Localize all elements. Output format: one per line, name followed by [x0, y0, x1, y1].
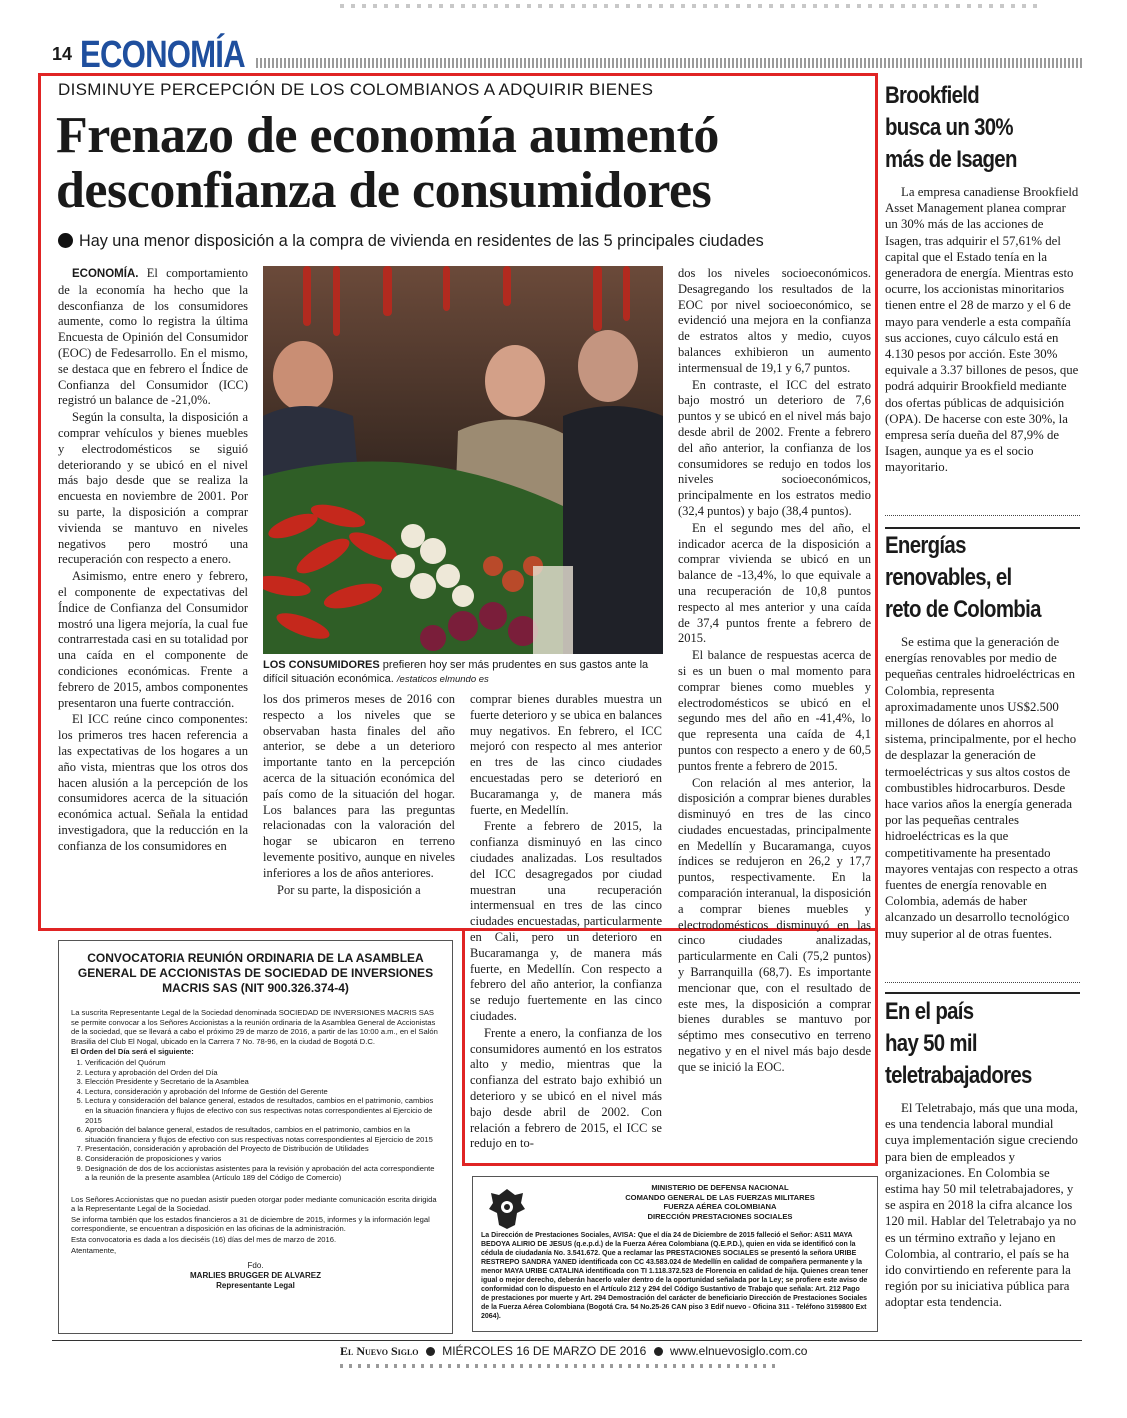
title-line: Brookfield	[885, 82, 980, 109]
article-column-4	[678, 266, 871, 1077]
agenda-item: 5. Lectura y consideración del balance general, estados de resultados, cambios en el patrimonio, cambios en la situación financiera y flujos de efectivo con sus respectivas notas correspondientes al Ejercicio de 2015	[85, 1096, 440, 1125]
subhead-text: Hay una menor disposición a la compra de vivienda en residentes de las 5 principales ciudades	[79, 232, 764, 250]
bullet-icon	[426, 1347, 435, 1356]
sidebar-divider	[885, 515, 1080, 516]
lead-tag: ECONOMÍA.	[72, 268, 139, 280]
sidebar-story-title	[885, 530, 1081, 626]
title-line: busca un 30%	[885, 114, 1013, 141]
paragraph	[58, 266, 248, 409]
sidebar-rule	[885, 992, 1080, 994]
paragraph: Frente a febrero de 2015, la confianza disminuyó en las cinco ciudades analizadas. Los resultados del ICC desagregados por ciudad muestran una recuperación intermensual en tres de las cinco ciudades encuestadas, particularmente en Cali, pero un deterioro en Bucaramanga y, de manera más fuerte, en Medellín. Con respecto a febrero del año anterior, la confianza se redujo fuertemente en las cinco ciudades.	[470, 819, 662, 1023]
title-line: Energías	[885, 532, 966, 559]
agenda-item: 3. Elección Presidente y Secretario de la Asamblea	[85, 1077, 440, 1087]
headline-line-2: desconfianza de consumidores	[56, 162, 712, 219]
notice-body: La Dirección de Prestaciones Sociales, AVISA: Que el día 24 de Diciembre de 2015 falleció el Señor: AS11 MAYA BEDOYA ALIRIO DE JESUS (q.e.p.d.) de la Fuerza Aérea Colombiana (Q.E.P.D.), quien en vida se identificó con la cédula de ciudadanía No. 3.541.672. Que a reclamar las PRESTACIONES SOCIALES se presentó la señora URIBE RESTREPO SANDRA YANED identificada con CC 43.583.024 de Medellín en calidad de compañera permanente y la menor MAYA URIBE CATALINA identificada con TI 1.118.372.523 de Florencia en calidad de hija. Quienes crean tener igual o mejor derecho, deberán hacerlo valer dentro de la oportunidad señalada por la Ley; se profiere este aviso de conformidad con lo dispuesto en el Artículo 212 y 294 del Código Sustantivo de Trabajo que señala: Art. 212 Pago de prestaciones por muerte y Art. 294 Demostración del carácter de beneficiario Dirección de Prestaciones Sociales de la Fuerza Aérea Colombiana (Bogotá Cra. 54 No.25-26 CAN piso 3 Edif nuevo - Oficina 311 - Teléfono 3159800 Ext 2064).	[481, 1232, 868, 1320]
notice-head-line: FUERZA AÉREA COLOMBIANA	[663, 1202, 777, 1211]
article-column-2	[263, 692, 455, 899]
title-line: reto de Colombia	[885, 596, 1041, 623]
sidebar-story-body	[885, 634, 1080, 942]
newspaper-brand: El Nuevo Siglo	[340, 1344, 419, 1358]
sign-name: MARLIES BRUGGER DE ALVAREZ	[190, 1271, 321, 1281]
agenda-item: 9. Designación de dos de los accionistas asistentes para la revisión y aprobación del acta correspondiente a la reunión de la presente asamblea (Artículo 189 del Código de Comercio)	[85, 1164, 440, 1183]
paragraph: Frente a enero, la confianza de los consumidores aumentó en los estratos alto y medio, mientras que la confianza del estrato bajo exhibió un deterioro y se ubicó en el nivel más bajo desde abril de 2002. Con relación a febrero de 2015, el ICC se redujo en to-	[470, 1025, 662, 1151]
footer-url[interactable]: www.elnuevosiglo.com.co	[669, 1344, 808, 1358]
title-line: teletrabajadores	[885, 1062, 1032, 1089]
coat-of-arms-icon	[487, 1187, 527, 1231]
footer-date: MIÉRCOLES 16 DE MARZO DE 2016	[442, 1344, 647, 1358]
page-header	[52, 36, 1082, 76]
agenda-item: 4. Lectura, consideración y aprobación del Informe de Gestión del Gerente	[85, 1087, 440, 1097]
sidebar-story-brookfield	[885, 80, 1080, 476]
ad-closing: Se informa también que los estados financieros a 31 de diciembre de 2015, informes y la información legal correspondiente, se encuentran a disposición en las oficinas de la administración.	[71, 1214, 430, 1234]
article-photo	[263, 266, 663, 654]
bullet-icon	[58, 233, 73, 248]
ad-signature	[71, 1261, 440, 1291]
title-line: más de Isagen	[885, 146, 1017, 173]
title-line: renovables, el	[885, 564, 1012, 591]
caption-text: prefieren hoy ser más prudentes en sus gastos ante la difícil situación económica.	[263, 659, 649, 685]
article-subhead	[58, 232, 878, 251]
top-border-noise	[340, 4, 1040, 8]
ad-closing: Esta convocatoria es dada a los dieciséis (16) días del mes de marzo de 2016.	[71, 1235, 337, 1245]
ad-agenda-list	[85, 1058, 440, 1183]
headline-line-1: Frenazo de economía aumentó	[56, 107, 719, 164]
notice-head-line: COMANDO GENERAL DE LAS FUERZAS MILITARES	[625, 1192, 815, 1202]
agenda-item: 6. Aprobación del balance general, estados de resultados, cambios en el patrimonio, cambios en la situación financiera y flujos de efectivo con sus respectivas notas correspondientes al Ejercicio de 2015	[85, 1125, 440, 1144]
page-number: 14	[52, 44, 73, 64]
shareholders-notice-ad	[58, 940, 453, 1334]
market-photo-icon	[263, 266, 663, 654]
paragraph: El ICC reúne cinco componentes: los primeros tres hacen referencia a las expectativas de los hogares a un año vista, mientras que los otros dos hacen alusión a la percepción de los consumidores acerca de la situación económica actual. Señala la entidad investigadora, que la reducción en la confianza de los consumidores en	[58, 712, 248, 853]
section-title: ECONOMÍA	[80, 34, 245, 76]
title-line: En el país	[885, 998, 974, 1025]
notice-head-line: DIRECCIÓN PRESTACIONES SOCIALES	[647, 1211, 793, 1221]
agenda-item: 8. Consideración de proposiciones y varios	[85, 1154, 440, 1164]
paragraph: dos los niveles socioeconómicos. Desagregando los resultados de la EOC por nivel socioeconómico, se evidenció una mejora en la confianza de estratos altos y medio, cuyos balances exhibieron un aumento intermensual de 19,1 y 6,7 puntos.	[678, 266, 871, 375]
article-kicker: DISMINUYE PERCEPCIÓN DE LOS COLOMBIANOS A ADQUIRIR BIENES	[58, 80, 654, 99]
ad-intro: La suscrita Representante Legal de la Sociedad denominada SOCIEDAD DE INVERSIONES MACRIS SAS se permite convocar a los Señores Accionistas a la reunión ordinaria de la Asamblea General de Accionistas de la sociedad, que se llevará a cabo el próximo 29 de marzo de 2016, a partir de las 10:00 a.m., en el Salón Brasilia del Club El Nogal, ubicado en la Carrera 7 No. 78-96, en la ciudad de Bogotá D.C.	[71, 1008, 438, 1046]
agenda-item: 2. Lectura y aprobación del Orden del Día	[85, 1068, 440, 1078]
ad-body	[71, 1008, 440, 1255]
sign-role: Representante Legal	[216, 1281, 295, 1291]
footer-rule	[52, 1340, 1082, 1341]
sidebar-story-title	[885, 80, 1081, 176]
article-column-3	[470, 692, 662, 1153]
caption-credit: /estaticos elmundo es	[396, 674, 489, 685]
defense-ministry-notice	[472, 1176, 878, 1332]
paragraph: El Teletrabajo, más que una moda, es una tendencia laboral mundial cuya implementación sigue creciendo para bien de empleados y organizaciones. En Colombia se estima hay 50 mil teletrabajadores, y se aspira en 2018 la cifra alcance los 120 mil. Hablar del Teletrabajo ya no es un término extraño y lejano en Colombia, al contrario, el país se ha ido convirtiendo en referente para la región por su iniciativa pública para adoptar esta tendencia.	[885, 1101, 1078, 1310]
paragraph: Con relación al mes anterior, la disposición a comprar bienes durables disminuyó en tres de las cinco ciudades encuestadas, principalmente en Medellín y Bucaramanga, cuyos índices se redujeron en 26,2 y 17,7 puntos, respectivamente. En la comparación interanual, la disposición a comprar bienes muebles y electrodomésticos disminuyó en las cinco ciudades analizadas, particularmente en Cali (75,2 puntos) y Barranquilla (68,7). Es importante mencionar que, con el resultado de este mes, la disposición a comprar bienes durables se mantuvo por séptimo mes consecutivo en terreno negativo y en el nivel más bajo desde que se inició la EOC.	[678, 775, 871, 1074]
ad-closing: Atentamente,	[71, 1245, 117, 1255]
ad-agenda-title: El Orden del Día será el siguiente:	[71, 1047, 194, 1057]
paragraph: Según la consulta, la disposición a comprar vehículos y bienes muebles y electrodomésticos se siguió deteriorando y se ubicó en el nivel más bajo desde que se realiza la encuesta en noviembre de 2001. Por su parte, la disposición a comprar vivienda se mantuvo en niveles negativos pero mostró una recuperación con respecto a enero.	[58, 410, 248, 567]
sidebar-story-teletrabajo	[885, 996, 1080, 1311]
paragraph: comprar bienes durables muestra un fuerte deterioro y se ubica en balances muy negativos. En febrero, el ICC mejoró con respecto al mes anterior en tres de las cinco ciudades encuestadas pero se deterioró en Bucaramanga y, de manera más fuerte, en Medellín.	[470, 692, 662, 817]
photo-caption	[263, 658, 663, 687]
page-footer	[340, 1344, 807, 1359]
header-rule	[256, 58, 1082, 68]
sidebar-story-body	[885, 184, 1080, 476]
notice-head-line: MINISTERIO DE DEFENSA NACIONAL	[651, 1183, 789, 1192]
paragraph: Asimismo, entre enero y febrero, el componente de expectativas del Índice de Confianza del Consumidor mostró una ligera mejoría, la cual fue contrarrestada casi en su totalidad por una caída en el componente de condiciones económicas. Frente a febrero de 2015, ambos componentes presentaron una fuerte contracción.	[58, 569, 248, 710]
footer-dotted-line	[340, 1364, 780, 1368]
bullet-icon	[654, 1347, 663, 1356]
paragraph: Por su parte, la disposición a	[277, 882, 421, 897]
paragraph-text: El comportamiento de la economía ha hecho que la desconfianza de los consumidores aumente, como lo registra la última Encuesta de Opinión del Consumidor (EOC) de Fedesarrollo. En el mismo, se destaca que en febrero el Índice de Confianza del Consumidor (ICC) registró un balance de -21,0%.	[58, 266, 249, 408]
caption-lead: LOS CONSUMIDORES	[263, 659, 380, 671]
paragraph: En el segundo mes del año, el indicador acerca de la disposición a comprar vivienda se ubicó en un balance de -13,4%, lo que equivale a una recuperación de 10,8 puntos respecto al mes anterior y una caída de 37,4 puntos frente a febrero de 2015.	[678, 520, 871, 646]
title-line: hay 50 mil	[885, 1030, 977, 1057]
article-column-1	[58, 266, 248, 855]
paragraph: El balance de respuestas acerca de si es un buen o mal momento para comprar bienes como muebles y electrodomésticos se ubicó en el segundo mes del año en -41,4%, lo que representa una caída de 4,1 puntos con respecto a enero y de 60,5 puntos frente a febrero de 2015.	[678, 648, 871, 773]
ad-title: CONVOCATORIA REUNIÓN ORDINARIA DE LA ASAMBLEA GENERAL DE ACCIONISTAS DE SOCIEDAD DE INVERSIONES MACRIS SAS (NIT 900.326.374-4)	[77, 951, 434, 995]
sidebar-divider	[885, 982, 1080, 983]
sidebar-story-energias	[885, 530, 1080, 942]
agenda-item: 1. Verificación del Quórum	[85, 1058, 440, 1068]
notice-heading	[571, 1183, 869, 1221]
paragraph: los dos primeros meses de 2016 con respecto a los niveles que se observaban hasta finales del año anterior, se debe a un deterioro importante tanto en la percepción acerca de la situación económica del país como de la situación del hogar. Los balances para las preguntas relacionadas con la valoración del hogar se ubicaron en terreno levemente positivo, aunque en niveles inferiores a los de años anteriores.	[263, 692, 455, 880]
sidebar-story-title	[885, 996, 1081, 1092]
article-headline	[56, 108, 856, 218]
paragraph: La empresa canadiense Brookfield Asset Management planea comprar un 30% más de las acciones de Isagen, tras adquirir el 57,61% del capital que el Estado tenía en la generadora de energía. Mientras esto ocurre, los accionistas minoritarios tienen entre el 28 de marzo y el 6 de mayo para venderle a esta compañía sus acciones, cuyo cálculo está en 4.130 pesos por acción. Este 30% equivale a 3.37 billones de pesos, que podrá adquirir Brookfield mediante dos ofertas públicas de adquisición (OPA). De hacerse con este 30%, la empresa sería dueña del 87,9% de Isagen, aunque ya es el socio mayoritario.	[885, 185, 1079, 475]
sidebar-story-body	[885, 1100, 1080, 1311]
paragraph: En contraste, el ICC del estrato bajo mostró un deterioro de 7,6 puntos y se ubicó en el nivel más bajo desde abril de 2002. Frente a febrero del año anterior, la confianza de los consumidores se redujo en todos los niveles socioeconómicos, principalmente en los estratos medio (32,4 puntos) y bajo (38,4 puntos).	[678, 377, 871, 518]
agenda-item: 7. Presentación, consideración y aprobación del Proyecto de Distribución de Utilidades	[85, 1144, 440, 1154]
sign-fdo: Fdo.	[247, 1261, 264, 1271]
sidebar-rule	[885, 527, 1080, 529]
ad-closing: Los Señores Accionistas que no puedan asistir pueden otorgar poder mediante comunicación escrita dirigida a la Representante Legal de la Sociedad.	[71, 1194, 437, 1214]
paragraph: Se estima que la generación de energías renovables por medio de pequeñas centrales hidroeléctricas en Colombia, representa aproximadamente unos US$2.500 millones de dólares en ahorros al sistema, principalmente, por el hecho de desplazar la generación de termoeléctricas y sus altos costos de combustibles hidrocarburos. Desde hace varios años la energía generada por las pequeñas centrales hidroeléctricas es la que competitivamente ha presentado mayores ventajas con respecto a otras fuentes de energía renovable en Colombia, además de haber alcanzado un desarrollo tecnológico muy superior al de otras fuentes.	[885, 635, 1078, 941]
